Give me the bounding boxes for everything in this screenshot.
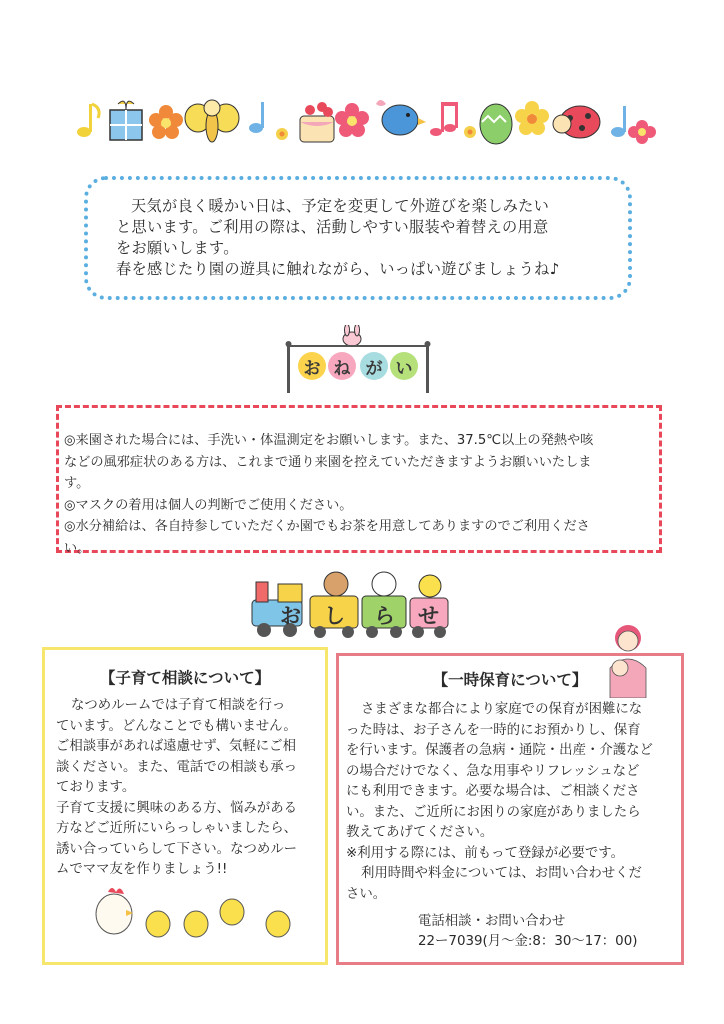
request-line: ◎水分補給は、各自持参していただくか園でもお茶を用意してありますのでご利用くださ [64, 519, 590, 534]
ladybug-icon [553, 106, 600, 138]
contact-label: 電話相談・お問い合わせ [418, 914, 566, 929]
onegai-letter: ね [328, 352, 356, 380]
bunny-icon [343, 325, 361, 346]
request-text [64, 430, 656, 559]
consult-line: 誘い合っていらして下さい。なつめルー [56, 841, 298, 857]
consult-heading: 【子育て相談について】 [99, 669, 271, 687]
consult-line: ムでママ友を作りましょう!! [56, 862, 228, 877]
temp-care-line: さまざまな都合により家庭での保育が困難にな [361, 702, 643, 717]
consult-line: 方などご近所にいらっしゃいましたら、 [56, 821, 298, 836]
intro-line: と思います。ご利用の際は、活動しやすい服装や着替えの用意 [116, 218, 549, 236]
consult-text [56, 696, 318, 881]
oshirase-letter: せ [418, 604, 439, 628]
temp-care-line: ※利用する際には、前もって登録が必要です。 [346, 845, 624, 861]
request-line: い。 [64, 540, 91, 556]
easter-egg-icon [480, 104, 512, 144]
contact-phone-hours: 22ー7039(月〜金:8：30〜17：00) [418, 934, 638, 949]
onegai-banner [282, 325, 434, 395]
consult-line: ご相談事があれば遠慮せず、気軽にご相 [56, 739, 296, 754]
flower-icon [149, 105, 183, 139]
temp-care-line: 利用時間や料金については、お問い合わせくだ [361, 866, 642, 881]
intro-line: をお願いします。 [116, 239, 239, 257]
temp-care-line: さい。 [346, 886, 387, 902]
music-note-icon [249, 102, 264, 133]
flower-icon [515, 101, 549, 135]
consult-line: ております。 [56, 780, 136, 795]
temp-care-line: にも利用できます。必要な場合は、ご相談くださ [346, 784, 640, 799]
consult-line: なつめルームでは子育て相談を行っ [71, 698, 286, 713]
onegai-letter: い [390, 352, 418, 380]
hen-icon [96, 888, 133, 934]
chick-icon [220, 899, 244, 925]
request-line: す。 [64, 476, 90, 491]
chick-icon [146, 911, 170, 937]
request-line: ◎来園された場合には、手洗い・体温測定をお願いします。また、37.5℃以上の発熱や咳 [64, 433, 594, 448]
request-line: ◎マスクの着用は個人の判断でご使用ください。 [64, 497, 353, 513]
temp-care-line: 教えてあげてください。 [346, 825, 494, 840]
onegai-letter: お [298, 352, 326, 380]
onegai-letter: が [360, 352, 388, 380]
music-note-icon [77, 104, 99, 137]
small-flower-icon [276, 128, 288, 140]
intro-line: 春を感じたり園の遊具に触れながら、いっぱい遊びましょうね♪ [116, 260, 560, 278]
oshirase-letter: お [280, 604, 301, 628]
request-line: などの風邪症状のある方は、これまで通り来園を控えていただきますようお願いいたしま [64, 454, 592, 470]
small-flower-icon [464, 126, 476, 138]
flower-icon [628, 120, 656, 144]
flower-icon [335, 103, 369, 137]
oshirase-train [250, 570, 450, 640]
oshirase-letter: ら [374, 604, 395, 628]
butterfly-icon [185, 100, 239, 142]
oshirase-letter: し [324, 604, 345, 628]
temp-care-heading: 【一時保育について】 [432, 671, 588, 689]
cake-icon [300, 102, 334, 142]
temp-care-text [346, 700, 678, 905]
consult-line: 談ください。また、電話での相談も承っ [56, 759, 298, 775]
intro-line: 天気が良く暖かい日は、予定を変更して外遊びを楽しみたい [131, 197, 550, 215]
music-note-icon [430, 102, 458, 136]
temp-care-line: の場合だけでなく、急な用事やリフレッシュなど [346, 763, 640, 779]
chick-icon [266, 911, 290, 937]
intro-text [116, 196, 616, 280]
consult-line: 子育て支援に興味のある方、悩みがある [56, 800, 298, 816]
temp-care-line: い。また、ご近所にお困りの家庭がありましたら [346, 804, 641, 820]
temp-care-line: を行います。保護者の急病・通院・出産・介護など [346, 743, 653, 758]
temp-care-line: った時は、お子さんを一時的にお預かりし、保育 [346, 722, 641, 738]
bird-icon [376, 100, 426, 135]
spring-decoration-row [70, 92, 660, 154]
consult-line: ています。どんなことでも構いません。 [56, 718, 297, 734]
chicks-illustration [92, 880, 312, 946]
chick-icon [184, 911, 208, 937]
gift-box-icon [110, 101, 142, 140]
music-note-icon [611, 106, 626, 137]
